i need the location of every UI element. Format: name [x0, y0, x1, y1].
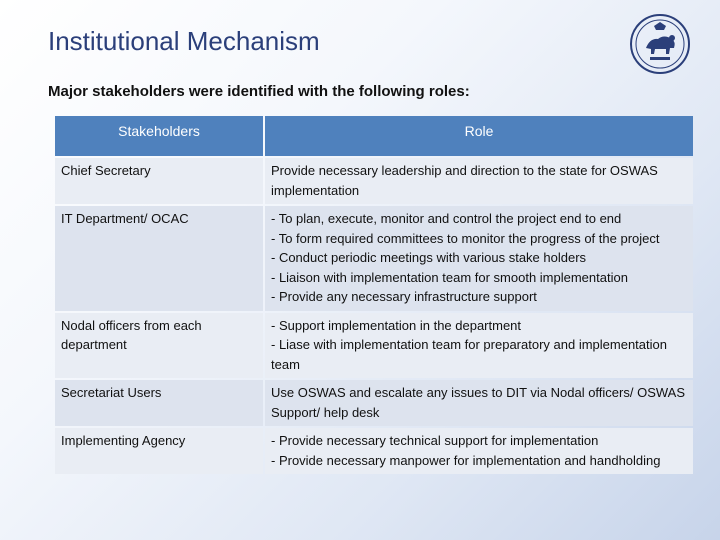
table-row [55, 428, 693, 474]
subtitle: Major stakeholders were identified with the following roles: [48, 83, 470, 100]
stakeholder-cell: Secretariat Users [55, 380, 263, 426]
table-header-row [55, 116, 693, 156]
stakeholder-cell: Chief Secretary [55, 158, 263, 204]
role-cell: Use OSWAS and escalate any issues to DIT via Nodal officers/ OSWAS Support/ help desk [265, 380, 693, 426]
page-title: Institutional Mechanism [48, 26, 320, 56]
stakeholder-cell: Implementing Agency [55, 428, 263, 474]
table-row [55, 206, 693, 311]
stakeholder-cell: IT Department/ OCAC [55, 206, 263, 311]
role-cell: - Provide necessary technical support for implementation - Provide necessary manpower for implementation and handholding [265, 428, 693, 474]
table-row [55, 313, 693, 379]
stakeholder-cell: Nodal officers from each department [55, 313, 263, 379]
column-header-stakeholders: Stakeholders [55, 116, 263, 156]
role-cell: - To plan, execute, monitor and control the project end to end - To form required committees to monitor the progress of the project - Conduct periodic meetings with various stake holders - Liaison with implementation team for smooth implementation - Provide any necessary infrastructure support [265, 206, 693, 311]
role-cell: Provide necessary leadership and direction to the state for OSWAS implementation [265, 158, 693, 204]
table-row [55, 380, 693, 426]
stakeholder-roles-table [53, 114, 695, 476]
column-header-role: Role [265, 116, 693, 156]
role-cell: - Support implementation in the department - Liase with implementation team for preparatory and implementation team [265, 313, 693, 379]
odisha-state-emblem-icon [628, 12, 692, 76]
table-row [55, 158, 693, 204]
